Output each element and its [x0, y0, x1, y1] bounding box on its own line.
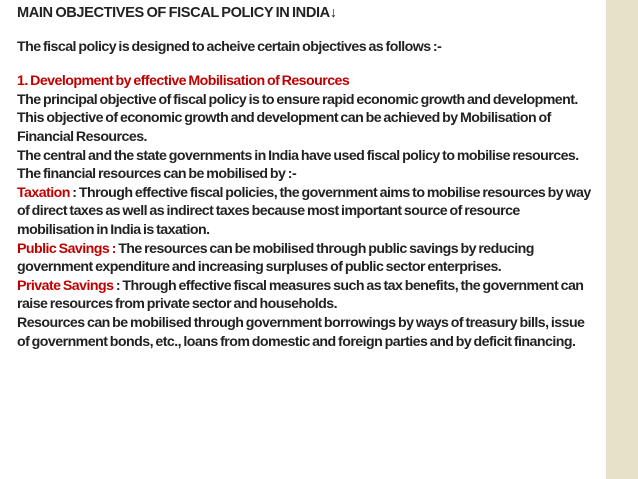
public-savings-paragraph [17, 240, 599, 277]
governments-paragraph: The central and the state governments in India have used fiscal policy to mobilise resources. [17, 147, 579, 164]
public-savings-text: The resources can be mobilised through public savings by reducing government expenditure and increasing surpluses of public sector enterprises. [17, 240, 534, 276]
taxation-text: : Through effective fiscal policies, the government aims to mobilise resources by way of direct taxes as well as indirect taxes because most important source of resource mobilisation in India is taxation. [17, 184, 591, 238]
section-heading: 1. Development by effective Mobilisation of Resources [17, 73, 350, 90]
intro-text: The fiscal policy is designed to acheive certain objectives as follows :- [17, 38, 442, 55]
decorative-side-bar [606, 0, 638, 479]
borrowings-paragraph: Resources can be mobilised through government borrowings by ways of treasury bills, issue of government bonds, etc., loans from domestic and foreign parties and by deficit financing. [17, 314, 585, 350]
public-savings-label: Public Savings : [17, 240, 116, 257]
slide-title: MAIN OBJECTIVES OF FISCAL POLICY IN INDIA↓ [17, 5, 337, 21]
private-savings-label: Private Savings [17, 277, 114, 294]
private-savings-text: : Through effective fiscal measures such as tax benefits, the government can raise resources from private sector and households. [17, 277, 584, 313]
private-savings-paragraph [17, 277, 599, 314]
principal-objective-paragraph: The principal objective of fiscal policy is to ensure rapid economic growth and development. This objective of economic growth and development can be achieved by Mobilisation of Financial Resources. [17, 91, 578, 145]
taxation-label: Taxation [17, 184, 70, 201]
taxation-paragraph [17, 184, 599, 240]
slide-content [17, 4, 599, 351]
financial-resources-paragraph: The financial resources can be mobilised by :- [17, 166, 297, 183]
